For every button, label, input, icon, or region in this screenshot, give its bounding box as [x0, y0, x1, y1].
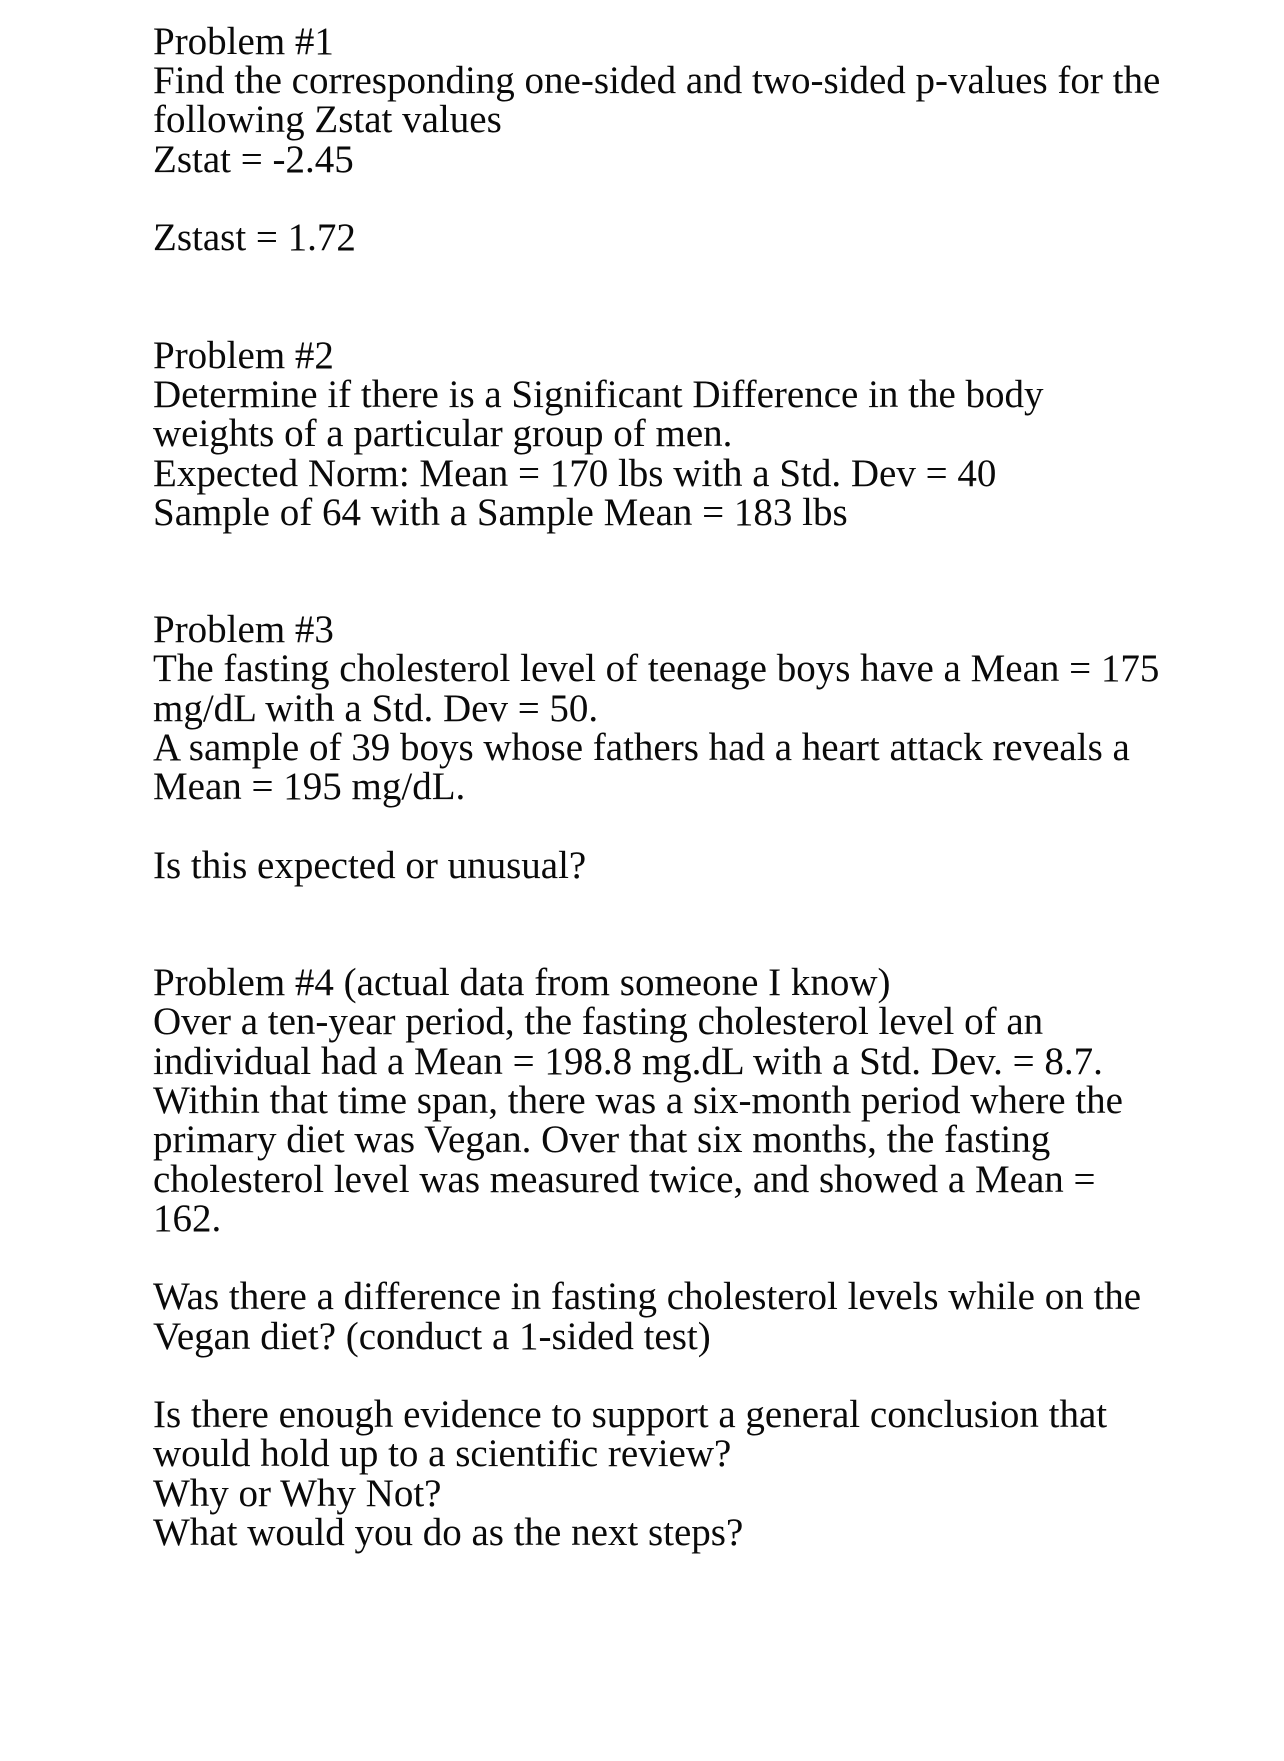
problem-3-line: mg/dL with a Std. Dev = 50.: [153, 687, 599, 730]
problem-3-question: Is this expected or unusual?: [153, 844, 587, 887]
problem-2-line: weights of a particular group of men.: [153, 412, 733, 455]
problem-2-sample: Sample of 64 with a Sample Mean = 183 lbs: [153, 491, 848, 534]
problem-4-line: 162.: [153, 1197, 222, 1240]
problem-2-line: Determine if there is a Significant Difference in the body: [153, 373, 1044, 416]
problem-4-question: What would you do as the next steps?: [153, 1511, 744, 1554]
problem-4-line: Over a ten-year period, the fasting cholesterol level of an: [153, 1000, 1044, 1043]
problem-1-line: Find the corresponding one-sided and two-sided p-values for the: [153, 59, 1161, 102]
problem-4-title: Problem #4 (actual data from someone I know): [153, 961, 891, 1004]
problem-4-question: Was there a difference in fasting cholesterol levels while on the: [153, 1275, 1142, 1318]
problem-3-line: Mean = 195 mg/dL.: [153, 765, 466, 808]
problem-4-question: Vegan diet? (conduct a 1-sided test): [153, 1315, 711, 1358]
problem-1-zstat-2: Zstast = 1.72: [153, 216, 356, 259]
problem-4-question: would hold up to a scientific review?: [153, 1432, 732, 1475]
problem-4-question: Why or Why Not?: [153, 1472, 442, 1515]
problem-3-line: A sample of 39 boys whose fathers had a heart attack reveals a: [153, 726, 1130, 769]
problem-2-expected-norm: Expected Norm: Mean = 170 lbs with a Std. Dev = 40: [153, 452, 997, 495]
problem-1-title: Problem #1: [153, 20, 334, 63]
problem-4-line: individual had a Mean = 198.8 mg.dL with a Std. Dev. = 8.7.: [153, 1040, 1103, 1083]
problem-4-line: cholesterol level was measured twice, and showed a Mean =: [153, 1158, 1096, 1201]
problem-3-title: Problem #3: [153, 608, 334, 651]
problem-2-title: Problem #2: [153, 334, 334, 377]
problem-3-line: The fasting cholesterol level of teenage boys have a Mean = 175: [153, 647, 1160, 690]
problem-4-question: Is there enough evidence to support a general conclusion that: [153, 1393, 1108, 1436]
problem-1-line: following Zstat values: [153, 98, 502, 141]
problem-4-line: Within that time span, there was a six-month period where the: [153, 1079, 1123, 1122]
problem-1-zstat-1: Zstat = -2.45: [153, 138, 354, 181]
problem-4-line: primary diet was Vegan. Over that six months, the fasting: [153, 1118, 1051, 1161]
